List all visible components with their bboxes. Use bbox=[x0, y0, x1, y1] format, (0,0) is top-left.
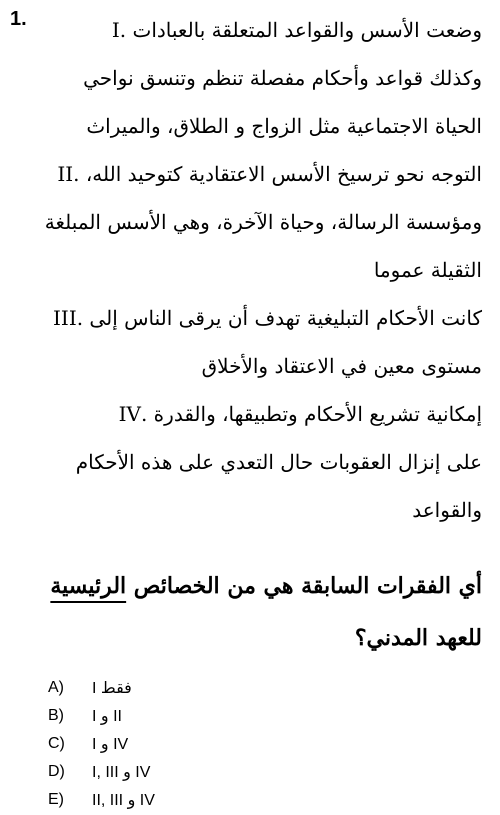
option-letter: E) bbox=[48, 791, 64, 808]
option-b[interactable] bbox=[48, 702, 155, 730]
question-number: 1. bbox=[10, 8, 27, 30]
passage-line-1: وضعت الأسس والقواعد المتعلقة بالعبادات .I bbox=[111, 18, 482, 42]
option-text: I و IV bbox=[92, 736, 129, 753]
option-letter: B) bbox=[48, 707, 64, 724]
option-d[interactable] bbox=[48, 758, 155, 786]
option-text: I و II bbox=[92, 708, 122, 725]
question-line-2: للعهد المدني؟ bbox=[354, 625, 482, 651]
question-underlined-word: الرئيسية bbox=[50, 573, 127, 599]
question-text: أي الفقرات السابقة هي من الخصائص bbox=[126, 573, 482, 599]
answer-options bbox=[48, 674, 155, 814]
passage-line-11: والقواعد bbox=[412, 498, 482, 522]
option-letter: C) bbox=[48, 735, 65, 752]
passage bbox=[36, 6, 482, 534]
passage-line-6: الثقيلة عموما bbox=[373, 258, 482, 282]
option-letter: D) bbox=[48, 763, 65, 780]
passage-line-5: ومؤسسة الرسالة، وحياة الآخرة، وهي الأسس المبلغة bbox=[44, 210, 482, 234]
passage-line-10: على إنزال العقوبات حال التعدي على هذه الأحكام bbox=[75, 450, 482, 474]
option-text: II, III و IV bbox=[92, 792, 155, 809]
question-line-1 bbox=[20, 560, 482, 612]
passage-line-8: مستوى معين في الاعتقاد والأخلاق bbox=[201, 354, 482, 378]
option-letter: A) bbox=[48, 679, 64, 696]
passage-line-7: كانت الأحكام التبليغية تهدف أن يرقى الناس إلى .III bbox=[53, 306, 482, 330]
option-e[interactable] bbox=[48, 786, 155, 814]
option-c[interactable] bbox=[48, 730, 155, 758]
passage-line-9: إمكانية تشريع الأحكام وتطبيقها، والقدرة .IV bbox=[118, 402, 482, 426]
option-text: I فقط bbox=[92, 680, 132, 697]
passage-line-2: وكذلك قواعد وأحكام مفصلة تنظم وتنسق نواحي bbox=[83, 66, 482, 90]
passage-line-3: الحياة الاجتماعية مثل الزواج و الطلاق، والميراث bbox=[86, 114, 482, 138]
passage-line-4: التوجه نحو ترسيخ الأسس الاعتقادية كتوحيد الله، .II bbox=[57, 162, 482, 186]
option-a[interactable] bbox=[48, 674, 155, 702]
option-text: I, III و IV bbox=[92, 764, 151, 781]
question-stem bbox=[20, 560, 482, 664]
